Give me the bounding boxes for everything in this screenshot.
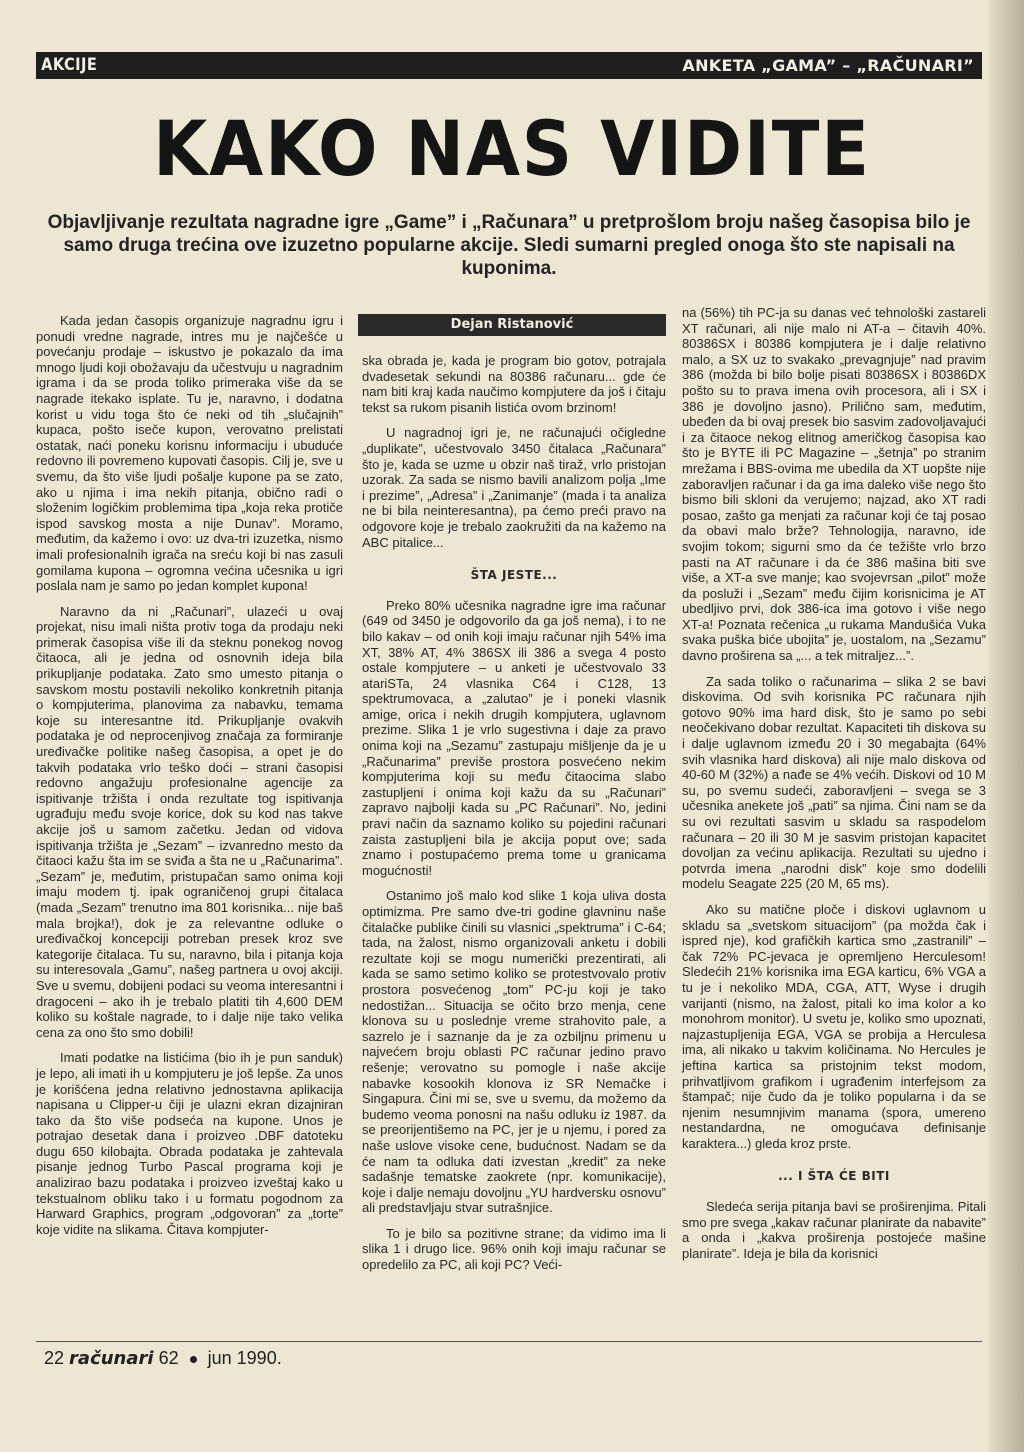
paragraph: Za sada toliko o računarima – slika 2 se bavi diskovima. Od svih korisnika PC računara njih gotovo 90% ima hard disk, što je samo po sebi neočekivano dobar rezultat. Kapaciteti tih diskova su i dalje uglavnom između 20 i 30 megabajta (64% svih vlasnika hard diskova) ali nije malo diskova od 40-60 M (32%) a nađe se 4% većih. Diskovi od 10 M su, po svemu sudeći, zaboravljeni – svega se 3 učesnika anekete još „pati” sa njima. Čini nam se da su ovi rezultati sasvim u skladu sa raspodelom računara – 20 ili 30 M je sasvim pristojan kapacitet dovoljan za većinu aplikacija. Rezultati su ujedno i potvrda imena „narodni disk” koje smo dodelili modelu Seagate 225 (20 M, 65 ms). (682, 673, 986, 892)
subheading-sta-ce-biti: ... I ŠTA ĆE BITI (778, 1169, 890, 1184)
paragraph: Ostanimo još malo kod slike 1 koja uliva dosta optimizma. Pre samo dve-tri godine glavninu naše čitalačke publike činili su vlasnici „spektruma” i C-64; tada, na žalost, nismo organizovali anketu i dobili rezultate koji se mogu numerički prezentirati, ali kada se samo setimo koliko se protestvovalo protiv prostora posvećenog „tom” PC-ju koji je tako nedostižan... Situacija se očito brzo menja, cene klonova su u poslednje vreme strahovito pale, a sazrelo je i saznanje da je za ozbiljnu primenu u najvećem broju oblasti PC računar jedino pravo rešenje; verovatno su pomogle i naše akcije nabavke kosookih klonova iz SR Nemačke i Singapura. Čini mi se, sve u svemu, da možemo da budemo veoma ponosni na našu odluku iz 1987. da se preorijentišemo na PC, jer je u njemu, i pored za naše uslove visoke cene, budućnost. Nadam se da će nam ta odluka dati izvestan „kredit” za neke sadašnje tematske zaokrete (npr. komunikacije), koje i dalje nemaju dovoljnu „YU hardversku osnovu” ali predstavljaju stvar sutrašnjice. (362, 888, 666, 1216)
page-spine (988, 0, 1024, 1452)
section-label: AKCIJE (41, 55, 98, 75)
paragraph: Imati podatke na listićima (bio ih je pun sanduk) je lepo, ali imati ih u kompjuteru je još lepše. Za unos je korišćena jedna relativno jednostavna aplikacija napisana u Clipper-u čiji je ulazni ekran dizajniran tako da što više podseća na kupone. Unos je potrajao desetak dana i proizveo .DBF datoteku dugu 650 kilobajta. Obrada podataka je zahtevala pisanje jednog Turbo Pascal programa koji je analizirao bazu podataka i proizveo izveštaj kako u tekstualnom obliku tako i u formatu pogodnom za Harward Graphics, program „odgovoran” za „torte” koje vidite na slikama. Čitava kompjuter- (36, 1050, 343, 1237)
column-2 (362, 317, 666, 1283)
footer-rule (36, 1341, 982, 1342)
paragraph: Preko 80% učesnika nagradne igre ima računar (649 od 3450 je odgovorilo da ga još nema), i to ne bilo kakav – od onih koji imaju računar njih 54% ima XT, 38% AT, 4% 386SX ili 386 a svega 4 posto ostale kompjutere – u anketi je učestvovalo 33 atariSTa, 24 vlasnika C64 i C128, 13 spektrumovaca, a „zalutao” je i poneki vlasnik amige, orica i nekih drugih kompjutera, uglavnom prezime. Slika 1 je vrlo sugestivna i daje za pravo onima koji na „Sezamu” zastupaju mišljenje da je u „Računarima” previše prostora posvećeno nekim kompjuterima koji su među čitaocima slabo zastupljeni i onima koji kažu da su „Računari” zapravo najbolji kada su „PC Računari”. No, jedini pravi način da saznamo koliko su pojedini računari zaista zastupljeni bila je akcija poput ove; sada znamo i postupaćemo prema tome u granicama mogućnosti! (362, 597, 666, 878)
magazine-name: računari (69, 1348, 154, 1369)
series-label: ANKETA „GAMA” – „RAČUNARI” (682, 56, 974, 75)
section-header-bar (36, 52, 982, 79)
paragraph: na (56%) tih PC-ja su danas već tehnološki zastareli XT računari, ali nije malo ni AT-a – čitavih 40%. 80386SX i 80386 kompjutera je i dalje relativno malo, a SX uz to svakako „prevagnjuje” nad pravim 386 (možda bi bilo bolje pisati 80386SX i 80386DX pošto su to prava imena ovih procesora, ali i SX i 386 je dovoljno jasno). Prilično sam, međutim, ubeđen da bi ovaj presek bio sasvim zadovoljavajući i za čitaoce nekog elitnog američkog časopisa kao što je BYTE ili PC Magazine – „šetnja” po stranim mrežama i BBS-ovima me ubedila da XT uopšte nije zaboravljen računar i da ga ima daleko više nego što bismo bili skloni da verujemo; najzad, ako XT radi posao, zašto ga menjati za računar koji će taj posao da obavi malo brže? Tehnologija, naravno, ide svojim tokom; sigurni smo da će težište vrlo brzo pasti na AT računare i da će 386 mašina biti sve više, a XT-a sve manje; kao svojevrsan „pilot” može da posluži i „Sezam” među čijim korisnicima je AT ubedljivo prvi, dok 386-ica ima gotovo i više nego XT-a! Poznata rečenica „u rukama Mandušića Vuka svaka puška biće ubojita” je, uostalom, na „Sezamu” davno proširena sa „... a tek mitraljez...”. (682, 305, 986, 664)
article-lead: Objavljivanje rezultata nagradne igre „Game” i „Računara” u pretprošlom broju našeg časopisa bilo je samo druga trećina ove izuzetno popularne akcije. Sledi sumarni pregled onoga što ste napisali na kuponima. (47, 212, 971, 279)
author-byline: Dejan Ristanović (358, 314, 666, 336)
bullet-separator (190, 1356, 197, 1363)
paragraph: Sledeća serija pitanja bavi se proširenjima. Pitali smo pre svega „kakav računar planirate da nabavite” a onda i „kakva proširenja postojeće mašine planirate”. Ideja je bila da korisnici (682, 1199, 986, 1261)
paragraph: Kada jedan časopis organizuje nagradnu igru i ponudi vredne nagrade, intres mu je najčešće u povećanju prodaje – iskustvo je pokazalo da ima mnogo ljudi koji obožavaju da učestvuju u nagradnim igrama i da se proda toliko primeraka više da se nagrade itekako isplate. Tu je, naravno, i dodatna korist u vidu toga što će neki od tih „slučajnih” kupaca, pošto iseče kupon, verovatno prelistati ostatak, naći poneku korisnu informaciju i ubuduće redovno ili povremeno kupovati časopis. Cilj je, sve u svemu, da što više ljudi pošalje kupone pa se zato, ako u njima i ima nekih pitanja, obično radi o složenim logičkim problemima tipa „koja reka protiče ispod savskog mosta a nije Dunav”. Moramo, međutim, da kažemo i ovo: uz dva-tri izuzetka, nismo imali profesionalnih igrača na sreću koji bi nas zasuli gomilama kupona – ogromna većina učesnika u igri poslala nam je samo po jedan komplet kupona! (36, 313, 343, 594)
paragraph: Ako su matične ploče i diskovi uglavnom u skladu sa „svetskom situacijom” (pa možda čak i ispred nje), kod grafičkih kartica smo „zastranili” – čak 72% PC-jevaca je opremljeno Herculesom! Sledećih 21% korisnika ima EGA karticu, 6% VGA a tu je i nekoliko MDA, CGA, ATT, Wyse i drugih varijanti (nismo, na žalost, pitali ko ima kolor a ko monohrom monitor). U svetu je, koliko smo upoznati, najzastupljenija EGA, VGA se probija a Herculesa ima, ali nikako u takvim količinama. No Hercules je jeftina kartica sa pristojnim tekst modom, prihvatljivom grafikom i ugrađenim interfejsom za štampač; nije čudo da je toliko popularna i da se njenim nesumnjivim manama (spora, umereno nestandardna, ne omogućava definisanje karaktera...) gleda kroz prste. (682, 901, 986, 1151)
article-title: KAKO NAS VIDITE (153, 104, 871, 193)
paragraph: Naravno da ni „Računari”, ulazeći u ovaj projekat, nisu imali ništa protiv toga da prodaju neki primerak časopisa više ili da steknu ponekog novog čitaoca, ali je jedna od osnovnih ideja bila prikupljanje podataka. Zato smo umesto pitanja o savskom mostu postavili nekoliko konkretnih pitanja o kompjuterima, planovima za nabavku, temama koje su interesantne itd. Prikupljanje ovakvih podataka je od neprocenjivog značaja za formiranje uređivačke politike našeg časopisa, a opet je do takvih podataka vrlo teško doći – strani časopisi redovno angažuju profesionalne agencije za ispitivanje tržišta i onda rezultate tog ispitivanja ugrađuju među svoje korice, dok su kod nas takve akcije još u samom začetku. Jedan od vidova ispitivanja tržišta je „Sezam” – izvanredno mesto da čitaoci kažu šta im se sviđa a šta ne u „Računarima”. „Sezam” je, međutim, pristupačan samo onima koji imaju modem tj. ipak ograničenoj grupi čitalaca (mada „Sezam” trenutno ima 801 korisnika... nije baš mala brojka!), dok je za relevantne odluke o uređivačkoj koncepciji potreban presek kroz sve kategorije čitalaca. Tu su, naravno, bila i pitanja koja su interesovala „Gamu”, našeg partnera u ovoj akciji. Sve u svemu, dobijeni podaci su veoma interesantni i dragoceni – ako ih je trebalo platiti tih 4,600 DEM koliko su koštale nagrade, to i dalje nije tako velika cena za ono što smo dobili! (36, 603, 343, 1040)
page-number: 22 (44, 1348, 65, 1368)
page-folio (44, 1346, 282, 1371)
paragraph: ska obrada je, kada je program bio gotov, potrajala dvadesetak sekundi na 80386 računaru... gde će nam biti kraj kada naučimo kompjutere da još i čitaju tekst sa rukom pisanih listića ovom brzinom! (362, 353, 666, 415)
paragraph: To je bilo sa pozitivne strane; da vidimo ima li slika 1 i drugo lice. 96% onih koji imaju računar se opredelilo za PC, ali koji PC? Veći- (362, 1225, 666, 1273)
paragraph: U nagradnoj igri je, ne računajući očigledne „duplikate”, učestvovalo 3450 čitalaca „Računara” što je, kada se uzme u obzir naš tiraž, vrlo pristojan uzorak. Za sada se nismo bavili analizom polja „Ime i prezime”, „Adresa” i „Zanimanje” (mada i ta analiza ne bi bila neinteresantna), pa ćemo preći pravo na odgovore koje je trebalo zaokružiti da na kažemo na ABC pitalice... (362, 425, 666, 550)
column-3 (682, 305, 986, 1271)
issue-date: jun 1990. (207, 1348, 282, 1368)
issue-number: 62 (158, 1348, 179, 1368)
column-1 (36, 313, 343, 1247)
subheading-sta-jeste: ŠTA JESTE... (470, 568, 558, 583)
